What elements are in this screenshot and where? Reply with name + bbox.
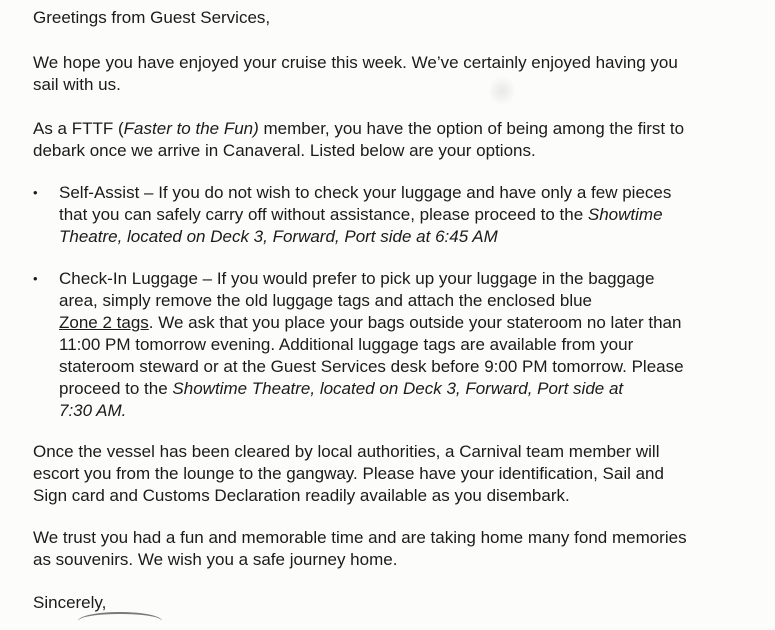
- fttf-paragraph: [33, 118, 749, 162]
- intro-line-2: sail with us.: [33, 75, 121, 94]
- option-self-assist-line-2-text: that you can safely carry off without assistance, please proceed to the: [59, 205, 588, 224]
- closing-line-1: We trust you had a fun and memorable time and are taking home many fond memories: [33, 528, 687, 547]
- clearance-line-2: escort you from the lounge to the gangway. Please have your identification, Sail and: [33, 464, 664, 483]
- option-check-in-luggage-line-2: area, simply remove the old luggage tags and attach the enclosed blue: [59, 291, 593, 310]
- bullet-icon: •: [33, 271, 38, 286]
- option-check-in-luggage-line-6-prefix: proceed to the: [59, 379, 173, 398]
- intro-line-1: We hope you have enjoyed your cruise this week. We’ve certainly enjoyed having you: [33, 53, 678, 72]
- option-self-assist-text: [59, 182, 749, 248]
- fttf-line-1-suffix: member, you have the option of being among the first to: [258, 119, 685, 138]
- option-check-in-luggage-line-4: 11:00 PM tomorrow evening. Additional luggage tags are available from your: [59, 335, 634, 354]
- option-self-assist-line-1: Self-Assist – If you do not wish to check your luggage and have only a few pieces: [59, 183, 672, 202]
- option-check-in-luggage-line-5: stateroom steward or at the Guest Services desk before 9:00 PM tomorrow. Please: [59, 357, 684, 376]
- option-self-assist-showtime: Showtime: [587, 205, 663, 224]
- option-check-in-luggage-line-7: 7:30 AM.: [59, 401, 127, 420]
- signoff-paragraph: [33, 592, 749, 614]
- option-check-in-luggage-text: [59, 268, 749, 422]
- option-check-in-luggage-line-3: [59, 312, 749, 334]
- clearance-paragraph: [33, 441, 749, 507]
- option-check-in-luggage-line-1: Check-In Luggage – If you would prefer to pick up your luggage in the baggage: [59, 269, 655, 288]
- option-self-assist-line-3: Theatre, located on Deck 3, Forward, Port side at 6:45 AM: [59, 227, 498, 246]
- clearance-line-1: Once the vessel has been cleared by local authorities, a Carnival team member will: [33, 442, 660, 461]
- greeting-paragraph: [33, 7, 749, 29]
- signature-mark: [78, 612, 162, 630]
- greeting-line: Greetings from Guest Services,: [33, 8, 271, 27]
- closing-paragraph: [33, 527, 749, 571]
- fttf-line-2: debark once we arrive in Canaveral. Listed below are your options.: [33, 141, 536, 160]
- fttf-line-1: [33, 118, 749, 140]
- clearance-line-3: Sign card and Customs Declaration readily available as you disembark.: [33, 486, 570, 505]
- bullet-icon: •: [33, 185, 38, 200]
- option-check-in-luggage-line-3-rest: . We ask that you place your bags outside your stateroom no later than: [148, 313, 682, 332]
- intro-paragraph: [33, 52, 749, 96]
- option-check-in-luggage-line-6-italic: Showtime Theatre, located on Deck 3, Forward, Port side at: [172, 379, 624, 398]
- zone-2-tags-link-text: Zone 2 tags: [59, 313, 149, 332]
- closing-line-2: as souvenirs. We wish you a safe journey home.: [33, 550, 398, 569]
- fttf-line-1-prefix: As a FTTF (: [33, 119, 124, 138]
- option-check-in-luggage-line-6: [59, 378, 749, 400]
- signoff-line: Sincerely,: [33, 593, 107, 612]
- fttf-line-1-italic: Faster to the Fun): [123, 119, 259, 138]
- option-self-assist-line-2: [59, 204, 749, 226]
